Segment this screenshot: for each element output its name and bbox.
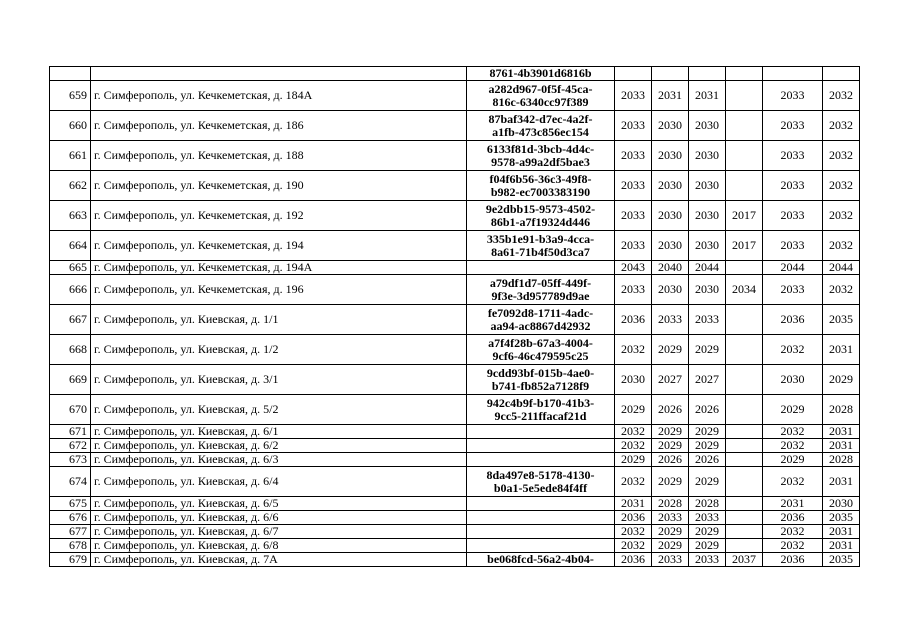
year-cell-3: 2033 [689, 553, 726, 567]
year-cell-1: 2033 [615, 201, 652, 231]
guid-line: b0a1-5e5ede84f4ff [493, 480, 588, 495]
year-cell-6: 2031 [823, 525, 860, 539]
address-cell: г. Симферополь, ул. Кечкеметская, д. 194А [91, 261, 467, 275]
year-cell-6: 2032 [823, 201, 860, 231]
row-number-cell: 674 [50, 467, 91, 497]
guid-line: 335b1e91-b3a9-4cca- [486, 231, 595, 246]
year-cell-4: 2034 [726, 275, 763, 305]
year-cell-4 [726, 111, 763, 141]
table-row [50, 171, 860, 201]
guid-line: 9cf6-46c479595c25 [492, 348, 589, 363]
year-cell-3: 2044 [689, 261, 726, 275]
year-cell-5: 2032 [763, 539, 823, 553]
year-cell-6: 2032 [823, 171, 860, 201]
address-cell: г. Симферополь, ул. Киевская, д. 6/8 [91, 539, 467, 553]
year-cell-4 [726, 467, 763, 497]
table-row [50, 439, 860, 453]
year-cell-1: 2033 [615, 81, 652, 111]
year-cell-6: 2032 [823, 275, 860, 305]
guid-line: b982-ec7003383190 [490, 184, 591, 199]
address-cell: г. Симферополь, ул. Киевская, д. 5/2 [91, 395, 467, 425]
year-cell-5: 2036 [763, 305, 823, 335]
address-cell: г. Симферополь, ул. Киевская, д. 6/7 [91, 525, 467, 539]
year-cell-1: 2029 [615, 395, 652, 425]
row-number-cell: 662 [50, 171, 91, 201]
guid-cell [467, 365, 615, 395]
year-cell-5: 2029 [763, 453, 823, 467]
year-cell-6: 2035 [823, 305, 860, 335]
year-cell-5: 2033 [763, 201, 823, 231]
year-cell-4 [726, 335, 763, 365]
year-cell-5: 2032 [763, 525, 823, 539]
year-cell-4: 2037 [726, 553, 763, 567]
year-cell-6: 2032 [823, 141, 860, 171]
year-cell-6: 2032 [823, 81, 860, 111]
year-cell-4 [726, 439, 763, 453]
address-cell: г. Симферополь, ул. Киевская, д. 6/6 [91, 511, 467, 525]
address-cell: г. Симферополь, ул. Киевская, д. 6/1 [91, 425, 467, 439]
row-number-cell: 659 [50, 81, 91, 111]
year-cell-5 [763, 67, 823, 81]
table-row [50, 275, 860, 305]
year-cell-4 [726, 453, 763, 467]
year-cell-1: 2043 [615, 261, 652, 275]
year-cell-1: 2030 [615, 365, 652, 395]
row-number-cell: 668 [50, 335, 91, 365]
guid-line: be068fcd-56a2-4b04- [487, 552, 594, 566]
table-row [50, 453, 860, 467]
table-row [50, 231, 860, 261]
year-cell-2: 2040 [652, 261, 689, 275]
row-number-cell: 665 [50, 261, 91, 275]
year-cell-6: 2032 [823, 231, 860, 261]
address-cell: г. Симферополь, ул. Кечкеметская, д. 192 [91, 201, 467, 231]
address-cell: г. Симферополь, ул. Киевская, д. 1/1 [91, 305, 467, 335]
year-cell-2: 2030 [652, 231, 689, 261]
year-cell-6: 2032 [823, 111, 860, 141]
year-cell-3: 2029 [689, 425, 726, 439]
year-cell-6: 2028 [823, 395, 860, 425]
guid-line: 6133f81d-3bcb-4d4c- [486, 141, 595, 156]
guid-line: 8761-4b3901d6816b [489, 66, 592, 80]
guid-line: fe7092d8-1711-4adc- [487, 305, 594, 320]
year-cell-2: 2029 [652, 335, 689, 365]
year-cell-5: 2044 [763, 261, 823, 275]
address-cell: г. Симферополь, ул. Киевская, д. 1/2 [91, 335, 467, 365]
address-cell: г. Симферополь, ул. Киевская, д. 3/1 [91, 365, 467, 395]
year-cell-4 [726, 171, 763, 201]
year-cell-2: 2031 [652, 81, 689, 111]
year-cell-2: 2030 [652, 201, 689, 231]
year-cell-3: 2030 [689, 111, 726, 141]
table-row [50, 395, 860, 425]
year-cell-3 [689, 67, 726, 81]
year-cell-2: 2030 [652, 141, 689, 171]
address-cell: г. Симферополь, ул. Кечкеметская, д. 196 [91, 275, 467, 305]
year-cell-2: 2026 [652, 395, 689, 425]
year-cell-1: 2036 [615, 553, 652, 567]
year-cell-3: 2033 [689, 305, 726, 335]
year-cell-5: 2030 [763, 365, 823, 395]
address-cell: г. Симферополь, ул. Киевская, д. 6/2 [91, 439, 467, 453]
year-cell-4 [726, 305, 763, 335]
guid-cell [467, 171, 615, 201]
year-cell-1 [615, 67, 652, 81]
year-cell-4 [726, 497, 763, 511]
year-cell-1: 2033 [615, 111, 652, 141]
guid-cell [467, 467, 615, 497]
row-number-cell: 675 [50, 497, 91, 511]
year-cell-1: 2029 [615, 453, 652, 467]
guid-line: a79df1d7-05ff-449f- [489, 275, 592, 290]
row-number-cell: 676 [50, 511, 91, 525]
year-cell-3: 2029 [689, 467, 726, 497]
year-cell-1: 2032 [615, 439, 652, 453]
row-number-cell: 667 [50, 305, 91, 335]
year-cell-6: 2031 [823, 467, 860, 497]
year-cell-1: 2032 [615, 335, 652, 365]
guid-cell [467, 525, 615, 539]
address-cell: г. Симферополь, ул. Кечкеметская, д. 194 [91, 231, 467, 261]
guid-cell [467, 335, 615, 365]
table-row [50, 305, 860, 335]
year-cell-3: 2029 [689, 335, 726, 365]
year-cell-4 [726, 141, 763, 171]
year-cell-4 [726, 67, 763, 81]
year-cell-6: 2031 [823, 439, 860, 453]
year-cell-4: 2017 [726, 231, 763, 261]
guid-line: 8a61-71b4f50d3ca7 [491, 244, 590, 259]
year-cell-3: 2030 [689, 231, 726, 261]
guid-cell [467, 141, 615, 171]
year-cell-1: 2036 [615, 305, 652, 335]
year-cell-5: 2032 [763, 335, 823, 365]
year-cell-5: 2033 [763, 111, 823, 141]
year-cell-1: 2033 [615, 275, 652, 305]
year-cell-6: 2035 [823, 511, 860, 525]
table-row [50, 497, 860, 511]
guid-cell [467, 305, 615, 335]
row-number-cell: 671 [50, 425, 91, 439]
year-cell-6: 2030 [823, 497, 860, 511]
year-cell-5: 2033 [763, 141, 823, 171]
year-cell-2: 2030 [652, 171, 689, 201]
row-number-cell: 660 [50, 111, 91, 141]
table-row [50, 67, 860, 81]
guid-line: 9cdd93bf-015b-4ae0- [486, 365, 595, 380]
address-cell: г. Симферополь, ул. Кечкеметская, д. 184А [91, 81, 467, 111]
year-cell-2: 2033 [652, 305, 689, 335]
year-cell-2: 2033 [652, 511, 689, 525]
year-cell-3: 2030 [689, 275, 726, 305]
address-cell: г. Симферополь, ул. Киевская, д. 6/5 [91, 497, 467, 511]
guid-line: b741-fb852a7128f9 [491, 378, 590, 393]
guid-cell [467, 81, 615, 111]
table-body [50, 67, 860, 567]
table-row [50, 335, 860, 365]
year-cell-6: 2029 [823, 365, 860, 395]
row-number-cell: 673 [50, 453, 91, 467]
table-row [50, 365, 860, 395]
row-number-cell [50, 67, 91, 81]
year-cell-6: 2031 [823, 425, 860, 439]
row-number-cell: 677 [50, 525, 91, 539]
row-number-cell: 678 [50, 539, 91, 553]
guid-cell [467, 511, 615, 525]
row-number-cell: 679 [50, 553, 91, 567]
year-cell-6: 2031 [823, 539, 860, 553]
year-cell-3: 2026 [689, 453, 726, 467]
year-cell-5: 2032 [763, 439, 823, 453]
row-number-cell: 666 [50, 275, 91, 305]
year-cell-3: 2030 [689, 201, 726, 231]
year-cell-1: 2033 [615, 231, 652, 261]
guid-cell [467, 275, 615, 305]
year-cell-3: 2027 [689, 365, 726, 395]
year-cell-5: 2032 [763, 467, 823, 497]
year-cell-3: 2030 [689, 171, 726, 201]
table-row [50, 425, 860, 439]
address-cell: г. Симферополь, ул. Киевская, д. 6/3 [91, 453, 467, 467]
guid-line: f04f6b56-36c3-49f8- [489, 171, 592, 186]
year-cell-1: 2031 [615, 497, 652, 511]
year-cell-2: 2030 [652, 111, 689, 141]
address-cell [91, 67, 467, 81]
guid-line: a1fb-473c856ec154 [492, 124, 589, 139]
guid-line: 816c-6340cc97f389 [492, 94, 589, 109]
year-cell-3: 2028 [689, 497, 726, 511]
year-cell-5: 2029 [763, 395, 823, 425]
address-cell: г. Симферополь, ул. Кечкеметская, д. 188 [91, 141, 467, 171]
year-cell-1: 2032 [615, 525, 652, 539]
guid-cell [467, 261, 615, 275]
guid-line: 9e2dbb15-9573-4502- [485, 201, 596, 216]
year-cell-2: 2029 [652, 525, 689, 539]
guid-cell [467, 201, 615, 231]
year-cell-1: 2032 [615, 539, 652, 553]
guid-line: 9cc5-211ffacaf21d [494, 408, 587, 423]
year-cell-4: 2017 [726, 201, 763, 231]
guid-cell [467, 553, 615, 567]
year-cell-4 [726, 539, 763, 553]
guid-line: 9578-a99a2df5bae3 [491, 154, 590, 169]
year-cell-2: 2027 [652, 365, 689, 395]
year-cell-1: 2032 [615, 425, 652, 439]
guid-line: aa94-ac8867d42932 [490, 318, 591, 333]
table-row [50, 525, 860, 539]
guid-line: 8da497e8-5178-4130- [486, 467, 595, 482]
year-cell-3: 2033 [689, 511, 726, 525]
table-row [50, 201, 860, 231]
year-cell-2 [652, 67, 689, 81]
table-row [50, 467, 860, 497]
year-cell-6: 2035 [823, 553, 860, 567]
housing-table [49, 66, 860, 567]
table-row [50, 261, 860, 275]
year-cell-4 [726, 425, 763, 439]
year-cell-3: 2030 [689, 141, 726, 171]
year-cell-2: 2028 [652, 497, 689, 511]
guid-line: 9f3e-3d957789d9ae [491, 288, 590, 303]
guid-line: a7f4f28b-67a3-4004- [488, 335, 593, 350]
year-cell-5: 2031 [763, 497, 823, 511]
year-cell-2: 2026 [652, 453, 689, 467]
year-cell-1: 2033 [615, 171, 652, 201]
guid-cell [467, 539, 615, 553]
table-row [50, 81, 860, 111]
table-row [50, 511, 860, 525]
row-number-cell: 661 [50, 141, 91, 171]
year-cell-1: 2033 [615, 141, 652, 171]
year-cell-5: 2033 [763, 275, 823, 305]
year-cell-5: 2032 [763, 425, 823, 439]
year-cell-3: 2029 [689, 439, 726, 453]
guid-line: 87baf342-d7ec-4a2f- [488, 111, 593, 126]
year-cell-6: 2031 [823, 335, 860, 365]
guid-cell [467, 231, 615, 261]
table-row [50, 553, 860, 567]
year-cell-3: 2029 [689, 525, 726, 539]
year-cell-4 [726, 395, 763, 425]
year-cell-3: 2029 [689, 539, 726, 553]
year-cell-6 [823, 67, 860, 81]
year-cell-4 [726, 525, 763, 539]
guid-line: 86b1-a7f19324d446 [490, 214, 591, 229]
year-cell-2: 2029 [652, 425, 689, 439]
year-cell-2: 2029 [652, 439, 689, 453]
row-number-cell: 663 [50, 201, 91, 231]
year-cell-5: 2033 [763, 171, 823, 201]
row-number-cell: 670 [50, 395, 91, 425]
year-cell-5: 2036 [763, 553, 823, 567]
year-cell-1: 2032 [615, 467, 652, 497]
address-cell: г. Симферополь, ул. Киевская, д. 7А [91, 553, 467, 567]
guid-cell [467, 425, 615, 439]
year-cell-4 [726, 81, 763, 111]
row-number-cell: 672 [50, 439, 91, 453]
year-cell-4 [726, 365, 763, 395]
year-cell-6: 2028 [823, 453, 860, 467]
guid-cell [467, 453, 615, 467]
guid-cell [467, 111, 615, 141]
year-cell-3: 2031 [689, 81, 726, 111]
guid-cell [467, 67, 615, 81]
guid-line: a282d967-0f5f-45ca- [488, 81, 593, 96]
row-number-cell: 664 [50, 231, 91, 261]
year-cell-2: 2029 [652, 539, 689, 553]
address-cell: г. Симферополь, ул. Кечкеметская, д. 190 [91, 171, 467, 201]
row-number-cell: 669 [50, 365, 91, 395]
guid-cell [467, 395, 615, 425]
table-row [50, 539, 860, 553]
year-cell-2: 2033 [652, 553, 689, 567]
year-cell-2: 2030 [652, 275, 689, 305]
year-cell-5: 2036 [763, 511, 823, 525]
year-cell-2: 2029 [652, 467, 689, 497]
year-cell-1: 2036 [615, 511, 652, 525]
year-cell-4 [726, 261, 763, 275]
table-row [50, 141, 860, 171]
address-cell: г. Симферополь, ул. Кечкеметская, д. 186 [91, 111, 467, 141]
guid-cell [467, 497, 615, 511]
guid-line: 942c4b9f-b170-41b3- [486, 395, 595, 410]
year-cell-5: 2033 [763, 81, 823, 111]
year-cell-6: 2044 [823, 261, 860, 275]
year-cell-4 [726, 511, 763, 525]
year-cell-5: 2033 [763, 231, 823, 261]
guid-cell [467, 439, 615, 453]
address-cell: г. Симферополь, ул. Киевская, д. 6/4 [91, 467, 467, 497]
year-cell-3: 2026 [689, 395, 726, 425]
table-row [50, 111, 860, 141]
